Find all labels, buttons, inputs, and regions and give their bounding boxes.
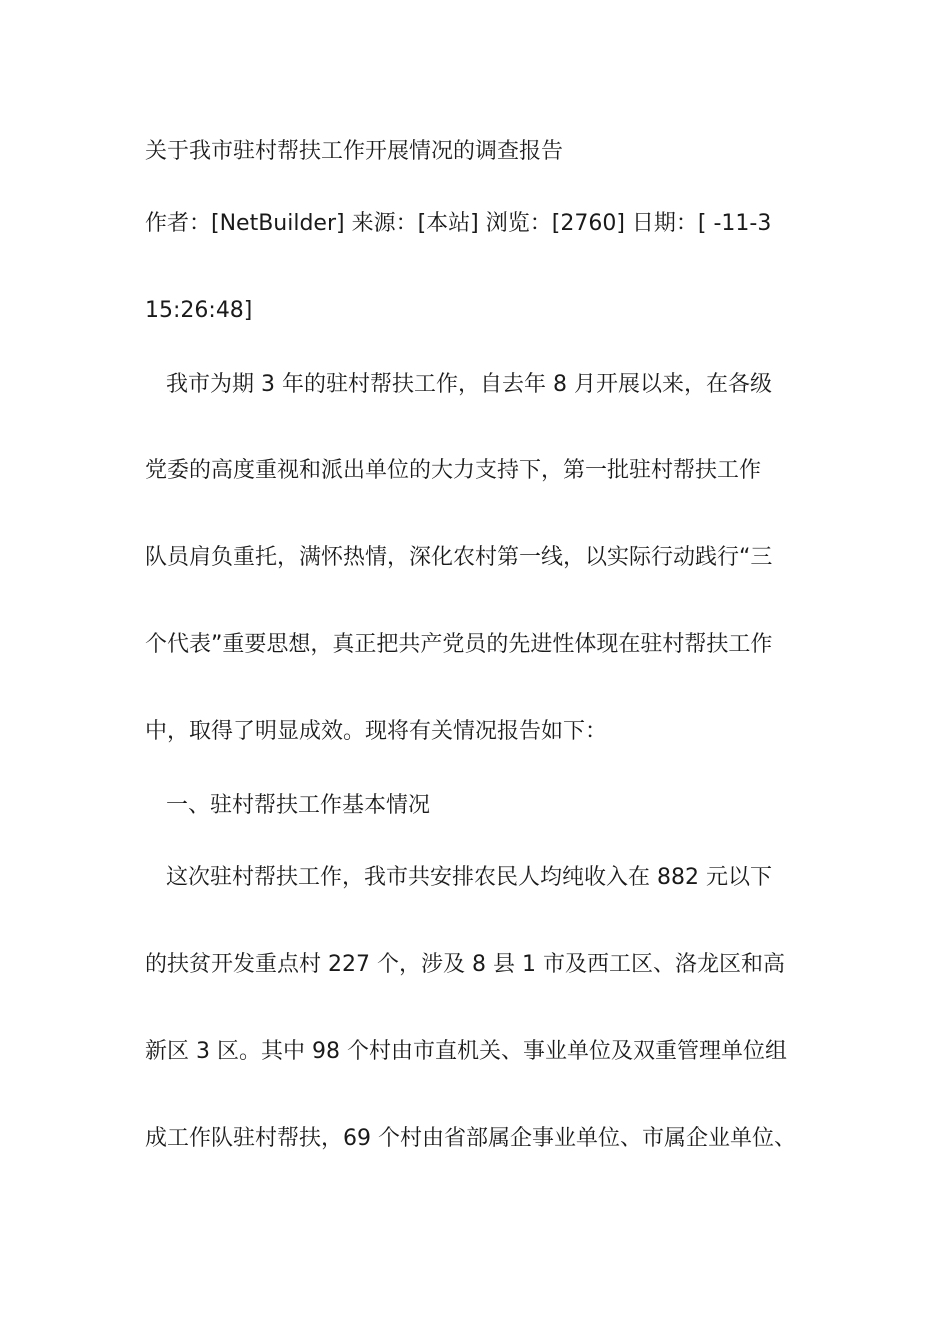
meta-line: 作者：[NetBuilder] 来源：[本站] 浏览：[2760] 日期：[ -11-3	[145, 211, 772, 236]
paragraph-line: 中，取得了明显成效。现将有关情况报告如下：	[145, 719, 608, 744]
document-title: 关于我市驻村帮扶工作开展情况的调查报告	[145, 139, 564, 164]
section-heading: 一、驻村帮扶工作基本情况	[166, 793, 431, 818]
paragraph-line: 新区 3 区。其中 98 个村由市直机关、事业单位及双重管理单位组	[145, 1039, 787, 1064]
paragraph-line: 党委的高度重视和派出单位的大力支持下，第一批驻村帮扶工作	[145, 458, 762, 483]
paragraph-line: 成工作队驻村帮扶，69 个村由省部属企事业单位、市属企业单位、	[145, 1126, 796, 1151]
paragraph-line: 的扶贫开发重点村 227 个，涉及 8 县 1 市及西工区、洛龙区和高	[145, 952, 785, 977]
paragraph-line: 我市为期 3 年的驻村帮扶工作，自去年 8 月开展以来，在各级	[166, 372, 772, 397]
paragraph-line: 个代表”重要思想，真正把共产党员的先进性体现在驻村帮扶工作	[145, 632, 773, 657]
meta-line-continued: 15:26:48]	[145, 298, 253, 323]
paragraph-line: 这次驻村帮扶工作，我市共安排农民人均纯收入在 882 元以下	[166, 865, 772, 890]
paragraph-line: 队员肩负重托，满怀热情，深化农村第一线，以实际行动践行“三	[145, 545, 773, 570]
